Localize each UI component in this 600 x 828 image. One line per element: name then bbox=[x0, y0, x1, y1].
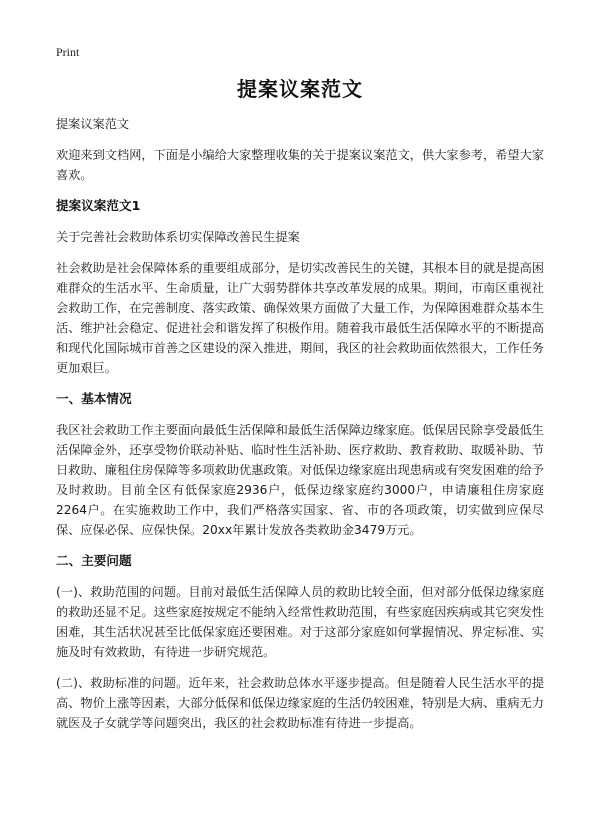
proposal-title: 关于完善社会救助体系切实保障改善民生提案 bbox=[56, 230, 300, 244]
problem-scope-paragraph: (一)、救助范围的问题。目前对最低生活保障人员的救助比较全面，但对部分低保边缘家庭的救助还显不足。这些家庭按规定不能纳入经常性救助范围，有些家庭因疾病或其它突发性困难，其生活状况甚至比低保家庭还要困难。对于这部分家庭如何掌握情况、界定标准、实施及时有效救助，有待进一步研究规范。 bbox=[56, 585, 544, 659]
background-paragraph: 社会救助是社会保障体系的重要组成部分，是切实改善民生的关键，其根本目的就是提高困难群众的生活水平、生命质量，让广大弱势群体共享改革发展的成果。期间，市南区重视社会救助工作，在完善制度、落实政策、确保效果方面做了大量工作，为保障困难群众基本生活、维护社会稳定、促进社会和谐发挥了积极作用。随着我市最低生活保障水平的不断提高和现代化国际城市首善之区建设的深入推进，期间，我区的社会救助面依然很大，工作任务更加艰巨。 bbox=[56, 261, 544, 375]
problem-standard-paragraph: (二)、救助标准的问题。近年来，社会救助总体水平逐步提高。但是随着人民生活水平的提高、物价上涨等因素，大部分低保和低保边缘家庭的生活仍较困难，特别是大病、重病无力就医及子女就学等问题突出，我区的社会救助标准有待进一步提高。 bbox=[56, 676, 544, 730]
intro-paragraph: 欢迎来到文档网，下面是小编给大家整理收集的关于提案议案范文，供大家参考，希望大家喜欢。 bbox=[56, 148, 544, 182]
main-problems-heading: 二、主要问题 bbox=[56, 553, 132, 568]
page-title: 提案议案范文 bbox=[237, 77, 363, 101]
basic-situation-heading: 一、基本情况 bbox=[56, 391, 132, 406]
basic-situation-paragraph: 我区社会救助工作主要面向最低生活保障和最低生活保障边缘家庭。低保居民除享受最低生活保障金外，还享受物价联动补贴、临时性生活补助、医疗救助、教育救助、取暖补助、节日救助、廉租住房保障等多项救助优惠政策。对低保边缘家庭出现患病或有突发困难的给予及时救助。目前全区有低保家庭2936户，低保边缘家庭约3000户，申请廉租住房家庭2264户。在实施救助工作中，我们严格落实国家、省、市的各项政策，切实做到应保尽保、应保必保、应保快保。20xx年累计发放各类救助金3479万元。 bbox=[56, 423, 544, 537]
print-label[interactable]: Print bbox=[56, 45, 80, 59]
document-subtitle: 提案议案范文 bbox=[56, 117, 130, 131]
sample-heading: 提案议案范文1 bbox=[56, 198, 141, 213]
